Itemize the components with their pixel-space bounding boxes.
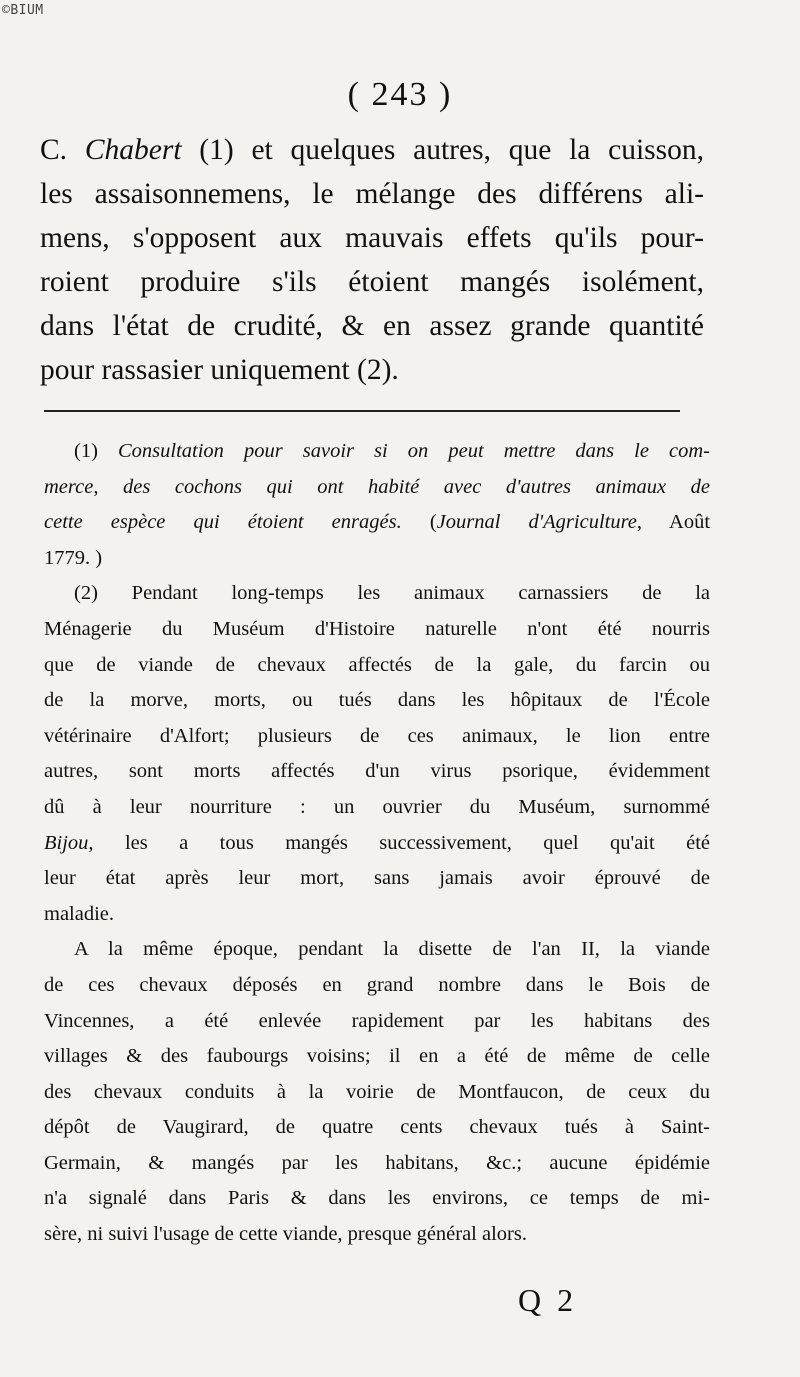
footnote-line: Germain, & mangés par les habitans, &c.; aucune épidémie [44,1151,710,1174]
footnote-line: n'a signalé dans Paris & dans les environs, ce temps de mi- [44,1187,710,1210]
footnote-line: Vincennes, a été enlevée rapidement par les habitans des [44,1009,710,1032]
footnotes [44,434,710,1253]
footnote-line: Ménagerie du Muséum d'Histoire naturelle n'ont été nourris [44,617,710,640]
footnote-line: Bijou, les a tous mangés successivement, quel qu'ait été [44,831,710,854]
footnote-line: dépôt de Vaugirard, de quatre cents chevaux tués à Saint- [44,1116,710,1139]
footnote-line: dû à leur nourriture : un ouvrier du Muséum, surnommé [44,795,710,818]
footnote-divider [44,410,680,412]
watermark: ©BIUM [2,3,44,18]
text-line: les assaisonnemens, le mélange des différens ali- [40,178,704,210]
footnote-line: merce, des cochons qui ont habité avec d'autres animaux de [44,475,710,498]
footnote-line: de ces chevaux déposés en grand nombre dans le Bois de [44,973,710,996]
text-line: dans l'état de crudité, & en assez grande quantité [40,310,704,342]
text-line: pour rassasier uniquement (2). [40,354,399,386]
signature-mark: Q 2 [518,1282,578,1318]
text-line: mens, s'opposent aux mauvais effets qu'ils pour- [40,222,704,254]
main-text [40,128,704,392]
text-line: C. Chabert (1) et quelques autres, que la cuisson, [40,134,704,166]
footnote-line: des chevaux conduits à la voirie de Montfaucon, de ceux du [44,1080,710,1103]
footnote-line: (2) Pendant long-temps les animaux carnassiers de la [74,582,710,605]
footnote-line: A la même époque, pendant la disette de l'an II, la viande [74,938,710,961]
footnote-line: autres, sont morts affectés d'un virus psorique, évidemment [44,760,710,783]
footnote-line: sère, ni suivi l'usage de cette viande, presque général alors. [44,1223,527,1246]
footnote-line: 1779. ) [44,546,103,569]
footnote-line: vétérinaire d'Alfort; plusieurs de ces animaux, le lion entre [44,724,710,747]
footnote-line: de la morve, morts, ou tués dans les hôpitaux de l'École [44,689,710,712]
footnote-line: maladie. [44,902,115,925]
author-name: Chabert [84,134,182,166]
footnote-line: leur état après leur mort, sans jamais avoir éprouvé de [44,867,710,890]
page-number: ( 243 ) [347,76,453,113]
text-line: roient produire s'ils étoient mangés isolément, [40,266,704,298]
footnote-line: villages & des faubourgs voisins; il en a été de même de celle [44,1045,710,1068]
footnote-line: (1) Consultation pour savoir si on peut mettre dans le com- [74,440,710,462]
footnote-line: cette espèce qui étoient enragés. (Journal d'Agriculture, Août [44,511,711,534]
footnote-line: que de viande de chevaux affectés de la gale, du farcin ou [44,653,710,676]
